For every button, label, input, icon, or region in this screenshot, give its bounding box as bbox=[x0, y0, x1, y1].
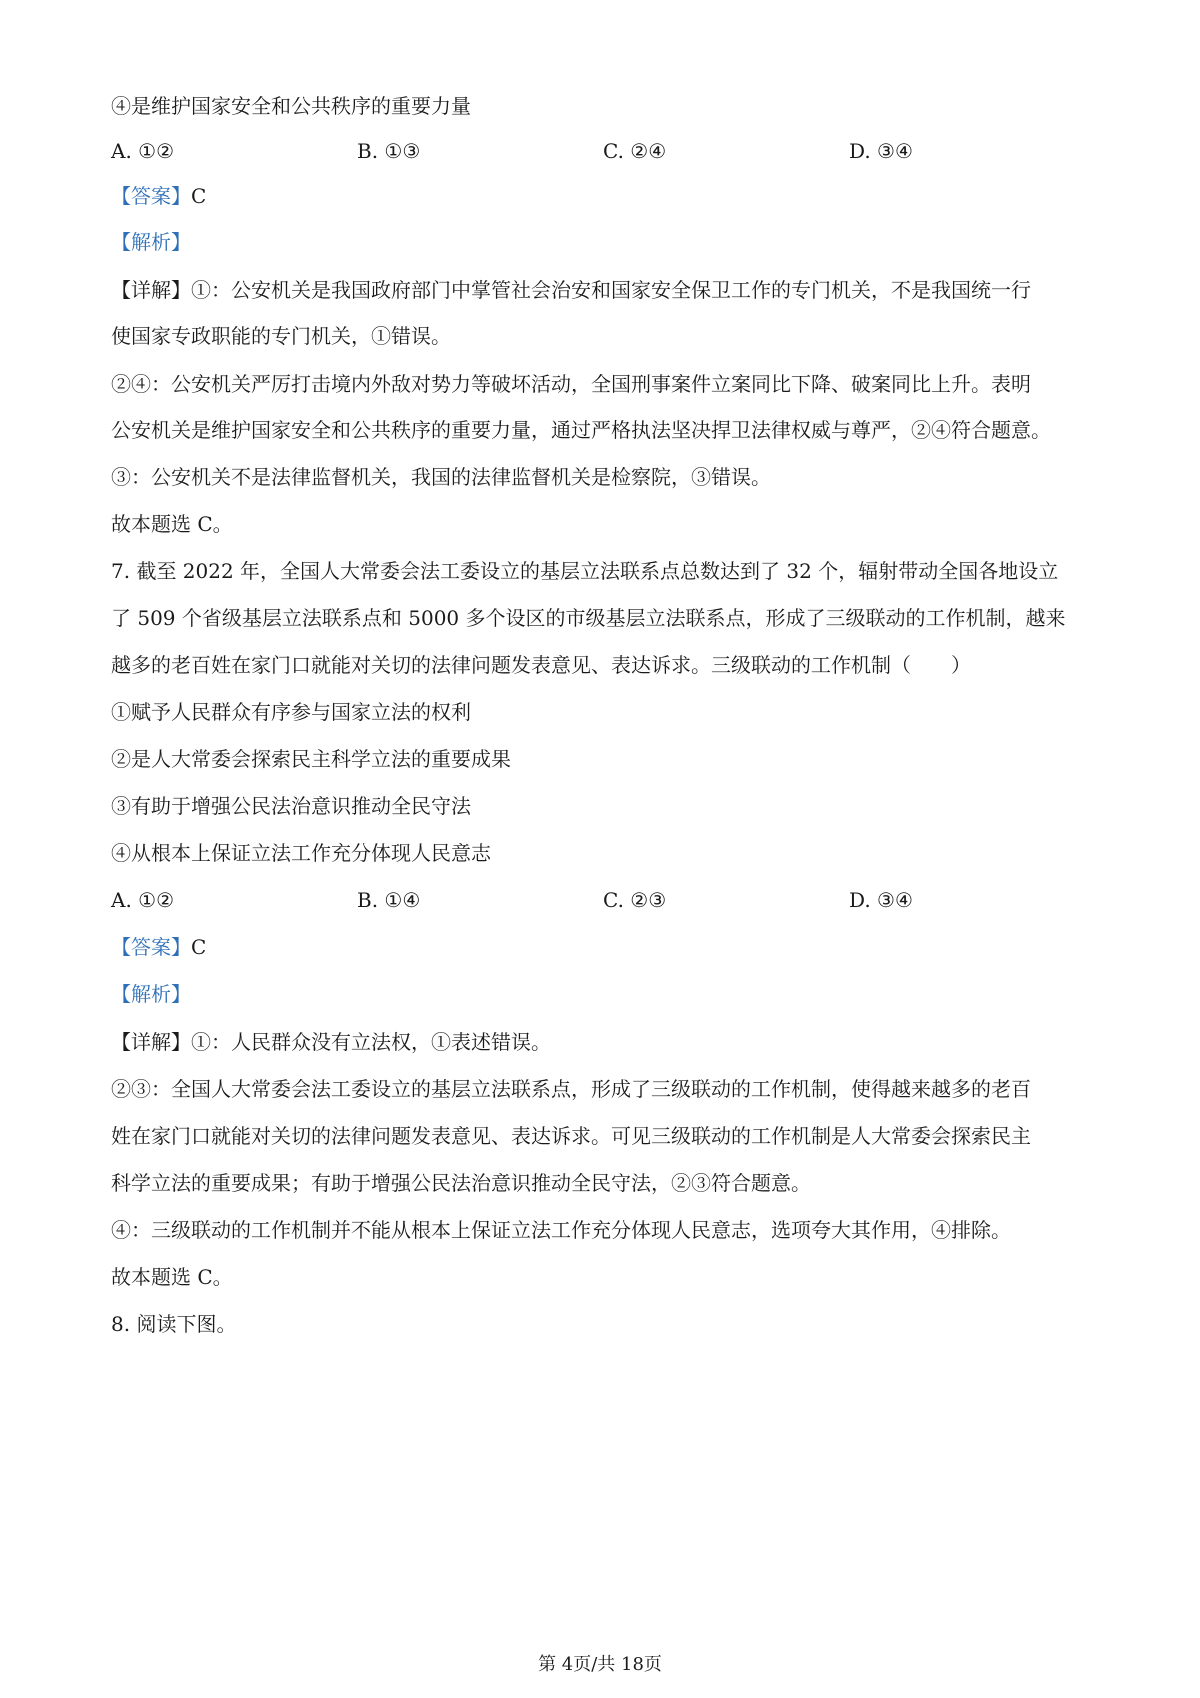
q6-answer bbox=[111, 182, 206, 210]
q7-stem-line: 越多的老百姓在家门口就能对关切的法律问题发表意见、表达诉求。三级联动的工作机制（ ） bbox=[111, 653, 971, 677]
detail-text: ①：公安机关是我国政府部门中掌管社会治安和国家安全保卫工作的专门机关，不是我国统一行 bbox=[191, 278, 1031, 302]
q7-item-1: ①赋予人民群众有序参与国家立法的权利 bbox=[111, 700, 471, 724]
q7-option-a: A. ①② bbox=[111, 888, 175, 912]
q6-conclusion: 故本题选 C。 bbox=[111, 512, 233, 536]
detail-text: ①：人民群众没有立法权，①表述错误。 bbox=[191, 1030, 551, 1054]
answer-label: 【答案】 bbox=[111, 935, 191, 959]
q6-item-4: ④是维护国家安全和公共秩序的重要力量 bbox=[111, 94, 471, 118]
q7-option-b: B. ①④ bbox=[357, 888, 421, 912]
detail-label: 【详解】 bbox=[111, 278, 191, 302]
detail-label: 【详解】 bbox=[111, 1030, 191, 1054]
q6-option-b: B. ①③ bbox=[357, 139, 421, 163]
q7-conclusion: 故本题选 C。 bbox=[111, 1265, 233, 1289]
q7-option-d: D. ③④ bbox=[849, 888, 913, 912]
q7-detail-line: 姓在家门口就能对关切的法律问题发表意见、表达诉求。可见三级联动的工作机制是人大常委会探索民主 bbox=[111, 1124, 1031, 1148]
q6-detail-line: 使国家专政职能的专门机关，①错误。 bbox=[111, 324, 451, 348]
q7-detail-line bbox=[111, 1028, 551, 1056]
q7-answer bbox=[111, 933, 206, 961]
q6-analysis-label: 【解析】 bbox=[111, 230, 191, 254]
q7-detail-line: ②③：全国人大常委会法工委设立的基层立法联系点，形成了三级联动的工作机制，使得越来越多的老百 bbox=[111, 1077, 1031, 1101]
q6-option-d: D. ③④ bbox=[849, 139, 913, 163]
q6-option-a: A. ①② bbox=[111, 139, 175, 163]
q6-detail-line bbox=[111, 276, 1031, 304]
q7-item-3: ③有助于增强公民法治意识推动全民守法 bbox=[111, 794, 471, 818]
page-number: 第 4页/共 18页 bbox=[538, 1654, 662, 1675]
answer-label: 【答案】 bbox=[111, 184, 191, 208]
q6-detail-line: ③：公安机关不是法律监督机关，我国的法律监督机关是检察院，③错误。 bbox=[111, 465, 771, 489]
q7-stem-line: 7. 截至 2022 年，全国人大常委会法工委设立的基层立法联系点总数达到了 32 个，辐射带动全国各地设立 bbox=[111, 559, 1059, 583]
q6-option-c: C. ②④ bbox=[603, 139, 667, 163]
q7-item-4: ④从根本上保证立法工作充分体现人民意志 bbox=[111, 841, 491, 865]
q8-stem: 8. 阅读下图。 bbox=[111, 1312, 237, 1336]
answer-value: C bbox=[191, 935, 207, 959]
q7-detail-line: 科学立法的重要成果；有助于增强公民法治意识推动全民守法，②③符合题意。 bbox=[111, 1171, 811, 1195]
answer-value: C bbox=[191, 184, 207, 208]
q7-analysis-label: 【解析】 bbox=[111, 982, 191, 1006]
q7-stem-line: 了 509 个省级基层立法联系点和 5000 多个设区的市级基层立法联系点，形成了三级联动的工作机制，越来 bbox=[111, 606, 1066, 630]
q7-detail-line: ④：三级联动的工作机制并不能从根本上保证立法工作充分体现人民意志，选项夸大其作用，④排除。 bbox=[111, 1218, 1011, 1242]
q6-detail-line: ②④：公安机关严厉打击境内外敌对势力等破坏活动，全国刑事案件立案同比下降、破案同比上升。表明 bbox=[111, 372, 1031, 396]
q6-detail-line: 公安机关是维护国家安全和公共秩序的重要力量，通过严格执法坚决捍卫法律权威与尊严，②④符合题意。 bbox=[111, 418, 1051, 442]
q7-item-2: ②是人大常委会探索民主科学立法的重要成果 bbox=[111, 747, 511, 771]
q7-option-c: C. ②③ bbox=[603, 888, 667, 912]
